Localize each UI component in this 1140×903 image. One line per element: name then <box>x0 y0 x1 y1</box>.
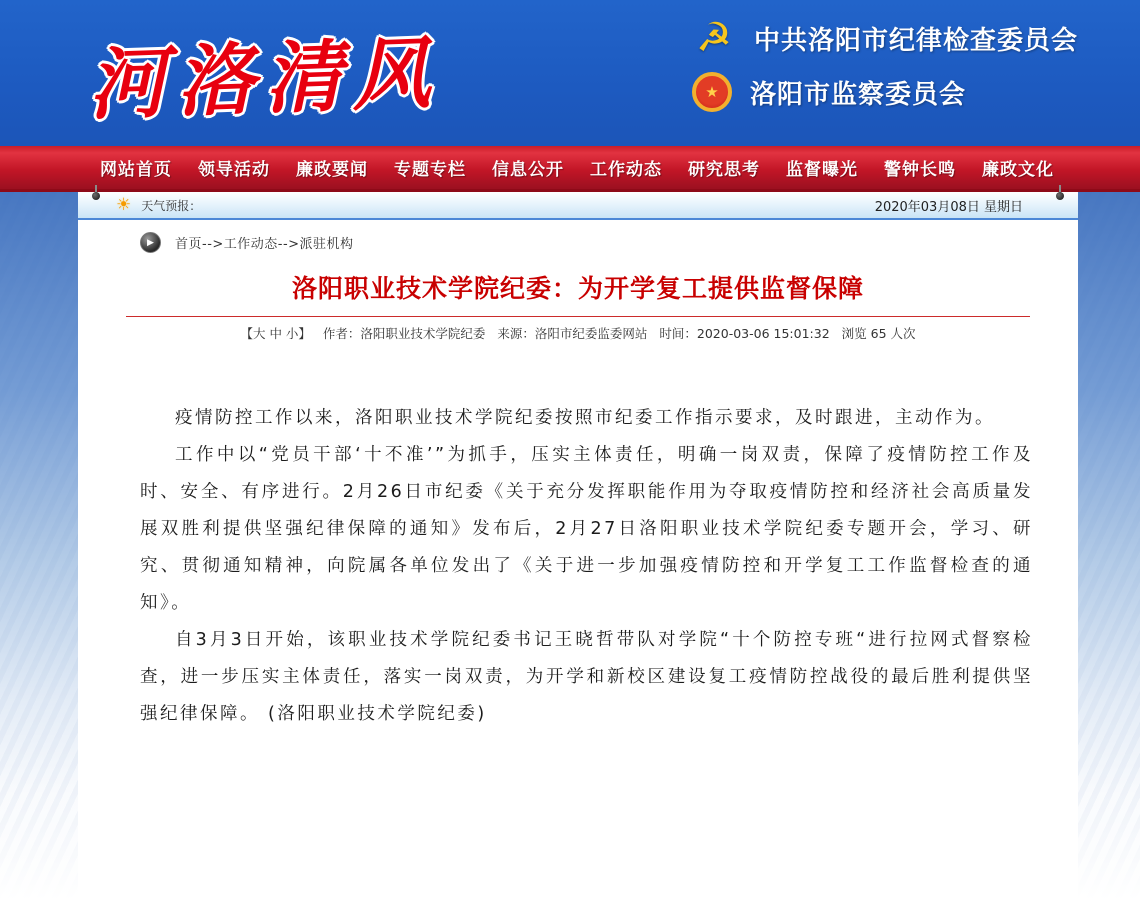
nav-item-special-topics[interactable]: 专题专栏 <box>394 160 466 180</box>
nav-item-alarm-bell[interactable]: 警钟长鸣 <box>884 160 956 180</box>
right-background-strip <box>1078 192 1140 900</box>
article-paragraph: 疫情防控工作以来，洛阳职业技术学院纪委按照市纪委工作指示要求，及时跟进，主动作为。 <box>175 408 995 428</box>
article-body <box>140 400 1033 733</box>
nav-item-integrity-news[interactable]: 廉政要闻 <box>296 160 368 180</box>
article-source: 来源：洛阳市纪委监委网站 <box>497 326 648 341</box>
weather-bar <box>78 192 1078 220</box>
play-icon: ▶ <box>140 232 161 253</box>
nav-item-work-updates[interactable]: 工作动态 <box>590 160 662 180</box>
article-meta <box>78 324 1078 342</box>
nav-item-leadership[interactable]: 领导活动 <box>198 160 270 180</box>
main-nav <box>0 146 1140 192</box>
article-paragraph: 自3月3日开始，该职业技术学院纪委书记王晓哲带队对学院“十个防控专班“进行拉网式督察检查，进一步压实主体责任，落实一岗双责，为开学和新校区建设复工疫情防控战役的最后胜利提供坚强纪律保障。 (洛阳职业技术学院纪委) <box>140 630 1033 724</box>
site-header <box>0 0 1140 146</box>
org-name-supervisory: 洛阳市监察委员会 <box>749 79 966 110</box>
pushpin-icon <box>1056 185 1064 201</box>
org-row-supervisory <box>692 72 1078 112</box>
current-date: 2020年03月08日 星期日 <box>874 199 1023 215</box>
font-size-controls[interactable]: 【大 中 小】 <box>240 326 311 341</box>
site-logo-text: 河洛清风 <box>86 27 442 132</box>
nav-item-integrity-culture[interactable]: 廉政文化 <box>982 160 1054 180</box>
article-paragraph: 工作中以“党员干部‘十不准’”为抓手，压实主体责任，明确一岗双责，保障了疫情防控工作及时、安全、有序进行。2月26日市纪委《关于充分发挥职能作用为夺取疫情防控和经济社会高质量发展双胜利提供坚强纪律保障的通知》发布后，2月27日洛阳职业技术学院纪委专题开会，学习、研究、贯彻通知精神，向院属各单位发出了《关于进一步加强疫情防控和开学复工工作监督检查的通知》。 <box>140 445 1033 613</box>
article-title: 洛阳职业技术学院纪委：为开学复工提供监督保障 <box>291 274 864 303</box>
pushpin-icon <box>92 185 100 201</box>
breadcrumb-text[interactable]: 首页-->工作动态-->派驻机构 <box>175 237 354 252</box>
article-time: 时间：2020-03-06 15:01:32 <box>659 326 830 341</box>
national-emblem-icon: ★ <box>692 72 732 112</box>
party-emblem-icon: ☭ <box>696 15 732 61</box>
org-names <box>692 15 1078 112</box>
org-row-discipline <box>692 15 1078 61</box>
left-background-strip <box>0 192 78 900</box>
nav-item-research[interactable]: 研究思考 <box>688 160 760 180</box>
org-name-discipline: 中共洛阳市纪律检查委员会 <box>753 25 1078 56</box>
nav-item-home[interactable]: 网站首页 <box>100 160 172 180</box>
main-band <box>0 192 1140 900</box>
breadcrumb <box>140 232 1078 253</box>
nav-item-information[interactable]: 信息公开 <box>492 160 564 180</box>
title-divider <box>126 316 1030 317</box>
article-author: 作者：洛阳职业技术学院纪委 <box>322 326 486 341</box>
article-views: 浏览 65 人次 <box>841 326 916 341</box>
site-logo[interactable] <box>88 8 448 138</box>
weather-label: 天气预报： <box>141 198 202 213</box>
sun-icon: ☀ <box>116 195 132 215</box>
nav-items <box>100 155 1054 180</box>
content-area <box>78 192 1078 900</box>
nav-item-supervision-exposure[interactable]: 监督曝光 <box>786 160 858 180</box>
